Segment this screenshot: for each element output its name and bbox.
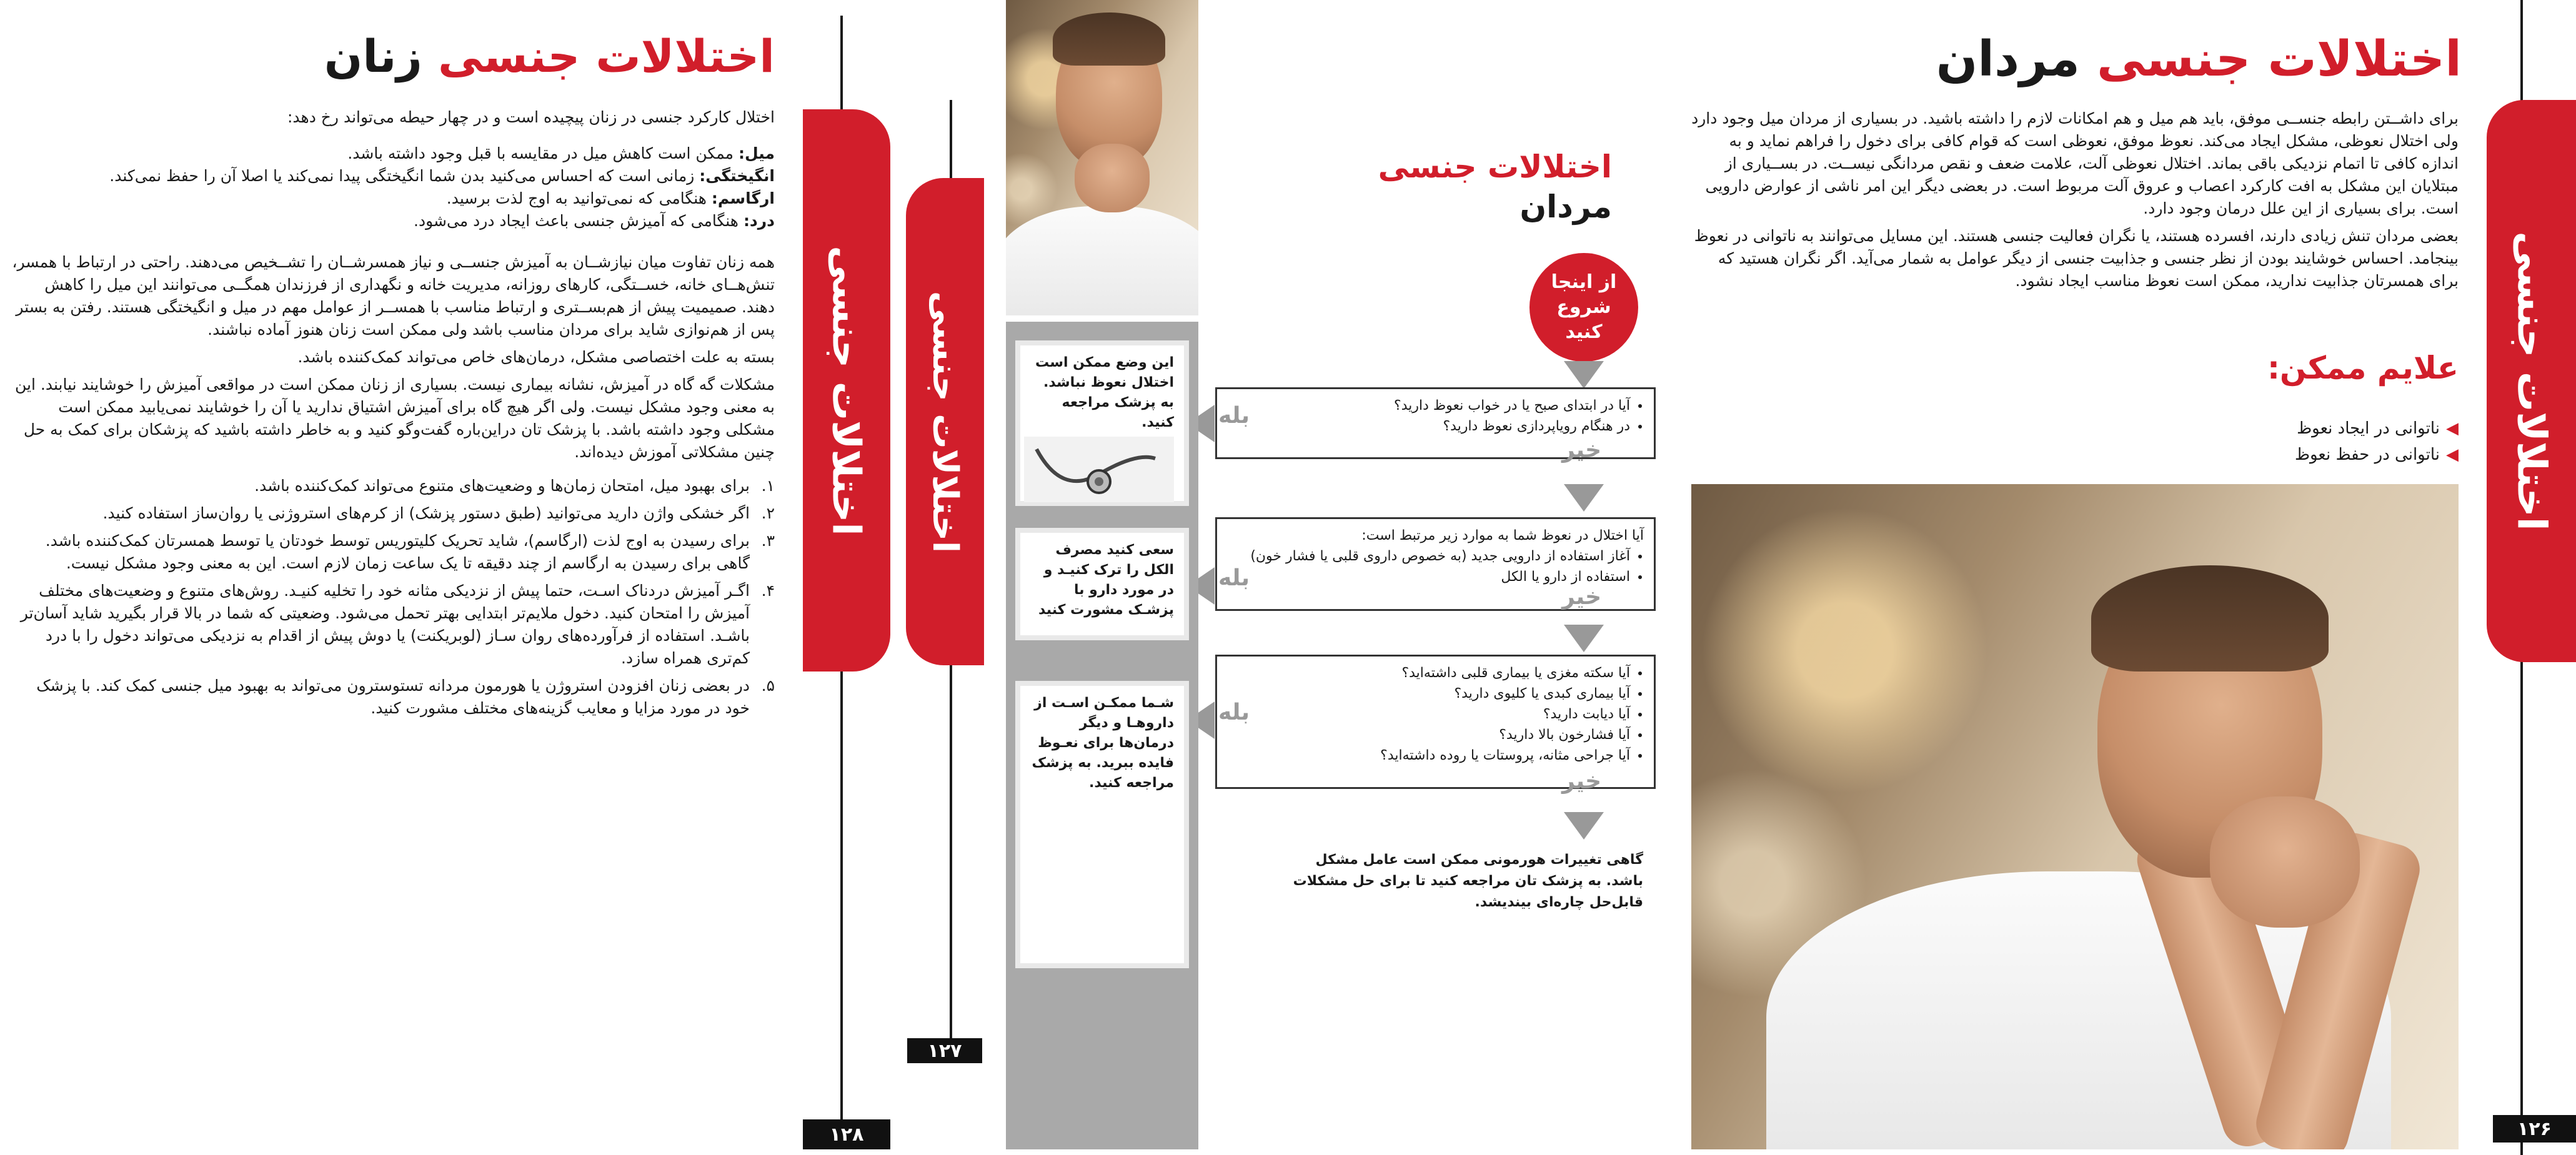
women-item-1-num: ۱. (761, 477, 775, 495)
page-number-126: ۱۲۶ (2493, 1115, 2576, 1143)
q2-intro: آیا اختلال در نعوظ شما به موارد زیر مرتبط است: (1361, 528, 1644, 543)
women-item-3 (9, 530, 775, 575)
women-item-2-num: ۲. (761, 504, 775, 522)
triangle-bullet-icon: ◀ (2446, 445, 2459, 464)
women-item-2-text: اگر خشکی واژن دارید می‌توانید (طبق دستور پزشک) از کرم‌های استروژنی یا روان‌ساز استفاده کنید. (102, 504, 750, 522)
q3-item-1: • آیا سکته مغزی یا بیماری قلبی داشته‌اید؟ (1227, 663, 1630, 683)
no-label-1: خیر (1562, 437, 1602, 463)
women-def-1-text: ممکن است کاهش میل در مقایسه با قبل وجود داشته باشد. (347, 144, 734, 162)
men-title-red: اختلالات جنسی (2097, 31, 2462, 87)
right-side-tab (2487, 100, 2576, 662)
small-photo-hands (1075, 144, 1150, 212)
women-para-1: همه زنان تفاوت میان نیازشــان به آمیزش جنســی و نیاز همسرشــان را تشــخیص می‌دهند. راحتی در ارتباط با همسر، تنش‌هــای خانه، خســتگی، کارهای روزانه، مدیریت خانه و نگهداری از فرزندان همگــی می‌توانند این میل را کاهش دهند. صمیمیت پیش از هم‌بســتری و ارتباط مناسب با همســر از عوامل مهم در میل و انگیختگی هستند. رفتن به بستر پس از هم‌نوازی شاید برای مردان مناسب باشد ولی ممکن است زنان هنوز آماده نباشند. (12, 253, 775, 339)
answer-card-1 (1015, 340, 1189, 506)
middle-side-tab (906, 178, 984, 665)
women-title-black: زنان (324, 30, 422, 82)
flow-title-red: اختلالات جنسی (1378, 149, 1612, 185)
women-title (187, 25, 775, 87)
women-def-4-text: هنگامی که آمیزش جنسی باعث ایجاد درد می‌شود. (414, 212, 738, 230)
women-item-2 (9, 502, 775, 525)
yes-label-3: بله (1218, 700, 1250, 725)
middle-side-tab-label: اختلالات جنسی (925, 290, 966, 553)
answer-card-3 (1015, 681, 1189, 968)
q2-item-2: • استفاده از دارو یا الکل (1227, 567, 1630, 587)
arrow-down-3 (1564, 625, 1604, 652)
women-body (9, 106, 775, 725)
q1-item-2: • در هنگام رویاپردازی نعوظ دارید؟ (1227, 416, 1630, 437)
women-item-1-text: برای بهبود میل، امتحان زمان‌ها و وضعیت‌های متنوع می‌تواند کمک‌کننده باشد. (254, 477, 750, 495)
flow-title-black: مردان (1519, 189, 1612, 225)
right-side-tab-label: اختلالات جنسی (2508, 231, 2555, 531)
men-sign-2 (2062, 442, 2459, 468)
q3-item-3: • آیا دیابت دارید؟ (1227, 704, 1630, 725)
answer-1-text: این وضع ممکن است اختلال نعوظ نباشد. به پزشک مراجعه کنید. (1035, 355, 1174, 430)
women-title-red: اختلالات جنسی (437, 30, 775, 82)
answer-2-text: سعی کنید مصرف الکل را ترک کنیـد و در مورد دارو با پزشـک مشورت کنید (1038, 542, 1174, 618)
women-item-5-num: ۵. (761, 677, 775, 695)
stethoscope-icon (1024, 437, 1174, 502)
men-sign-1-text: ناتوانی در ایجاد نعوظ (2297, 419, 2440, 438)
no-label-3: خیر (1562, 768, 1602, 794)
photo-hair (2091, 565, 2329, 672)
q3-item-5: • آیا جراحی مثانه، پروستات یا روده داشته‌اید؟ (1227, 745, 1630, 766)
start-label: از اینجا شروع کنید (1551, 271, 1617, 343)
women-def-2-term: انگیختگی: (699, 167, 775, 185)
page-number-128: ۱۲۸ (803, 1119, 890, 1149)
men-signs-title: علایم ممکن: (2267, 350, 2459, 386)
q3-item-2: • آیا بیماری کبدی یا کلیوی دارید؟ (1227, 683, 1630, 704)
flow-title (1375, 147, 1612, 227)
men-body (1690, 107, 2459, 297)
men-title-black: مردان (1936, 31, 2080, 87)
arrow-down-1 (1564, 361, 1604, 389)
men-sign-2-text: ناتوانی در حفظ نعوظ (2294, 445, 2440, 464)
man-photo-large (1691, 484, 2459, 1149)
women-item-3-num: ۳. (761, 532, 775, 550)
photo-hands (2210, 796, 2360, 928)
yes-label-2: بله (1218, 565, 1250, 591)
women-def-2 (9, 165, 775, 187)
answer-card-2 (1015, 528, 1189, 640)
women-item-3-text: برای رسیدن به اوج لذت (ارگاسم)، شاید تحریک کلیتوریس توسط خودتان یا توسط همسرتان کمک‌کننده باشد. گاهی برای رسیدن به ارگاسم از چند دقیقه تا یک ساعت زمان لازم است. این به معنی وجود مشکل نیست. (45, 532, 750, 572)
women-intro: اختلال کارکرد جنسی در زنان پیچیده است و در چهار حیطه می‌تواند رخ دهد: (287, 108, 775, 126)
no-label-2: خیر (1562, 584, 1602, 610)
men-title (1874, 25, 2462, 94)
men-signs-list (2062, 415, 2459, 468)
answer-3-text: شـما ممکـن اسـت از داروهـا و دیگر درمان‌ها برای نعـوظ فایده ببرید. به پزشک مراجعه کنید. (1032, 695, 1174, 791)
men-para-1: برای داشــتن رابطه جنســی موفق، باید هم میل و هم امکانات لازم را داشته باشید. در بسیاری از مردان میل وجود دارد ولی اختلال نعوظی، مشکل ایجاد می‌کند. نعوظ موفق، نعوظی است که قوام کافی برای دخول را فراهم نماید و به اندازه کافی تا اتمام نزدیکی باقی بماند. اختلال نعوظی آلت، علامت ضعف و نقص مردانگی نیســت. در بســیاری از مبتلایان این مشکل به افت کارکرد اعصاب و عروق آلت مربوط است. در بعضی دیگر این امر ناشی از عوارض دارویی است. برای بسیاری از این علل درمان وجود دارد. (1691, 109, 2459, 217)
women-def-3 (9, 187, 775, 210)
women-para-2: بسته به علت اختصاصی مشکل، درمان‌های خاص می‌تواند کمک‌کننده باشد. (297, 348, 775, 366)
triangle-bullet-icon: ◀ (2446, 419, 2459, 438)
women-def-1 (9, 142, 775, 165)
start-circle (1529, 253, 1638, 362)
women-para-3: مشکلات گه گاه در آمیزش، نشانه بیماری نیست. بسیاری از زنان ممکن است در مواقعی آمیزش را خوشایند نیابند. این به معنی وجود مشکل نیست. ولی اگر هیچ گاه برای آمیزش اشتیاق ندارید یا آن را خوشایند نمی‌یابید ممکن است مشکلی وجود داشته باشد. با پزشک تان دراین‌باره گفت‌وگو کنید و به خاطر داشته باشید که پزشکان برای کمک به حل چنین مشکلاتی آموزش دیده‌اند. (15, 375, 775, 461)
women-def-4-term: درد: (743, 212, 775, 230)
final-note: گاهی تغییرات هورمونی ممکن است عامل مشکل باشد. به پزشک تان مراجعه کنید تا برای حل مشکلات قابل‌حل چاره‌ای بیندیشد. (1293, 852, 1643, 910)
small-photo-hair (1053, 12, 1165, 66)
arrow-down-4 (1564, 812, 1604, 840)
q3-item-4: • آیا فشارخون بالا دارید؟ (1227, 725, 1630, 745)
women-def-2-text: زمانی است که احساس می‌کنید بدن شما انگیختگی پیدا نمی‌کند یا اصلا آن را حفظ نمی‌کند. (109, 167, 695, 185)
q2-item-1: • آغاز استفاده از دارویی جدید (به خصوص داروی قلبی یا فشار خون) (1227, 546, 1630, 567)
women-def-3-text: هنگامی که نمی‌توانید به اوج لذت برسید. (446, 189, 707, 207)
women-item-5-text: در بعضی زنان افزودن استروژن یا هورمون مردانه تستوسترون می‌تواند به بهبود میل جنسی کمک کند. با پزشک خود در مورد مزایا و معایب گزینه‌های مختلف مشورت کنید. (36, 677, 750, 717)
arrow-down-2 (1564, 484, 1604, 512)
women-item-4-text: اگـر آمیزش دردناک اسـت، حتما پیش از نزدیکی مثانه خود را تخلیه کنیـد. روش‌های متنوع و وضعیت‌های مختلف آمیزش را امتحان کنید. دخول ملایم‌تر ابتدایی بهتر تحمل می‌شود. وضعیتی که شما در بالا قرار بگیرید شاید آسان‌تر باشـد. استفاده از فرآورده‌های روان سـاز (لوبریکنت) یا دوش پیش از اقدام به نزدیکی می‌تواند دخول را با درد کم‌تری همراه سازد. (20, 582, 750, 667)
left-side-tab (803, 109, 890, 672)
women-item-4 (9, 580, 775, 670)
men-para-2: بعضی مردان تنش زیادی دارند، افسرده هستند، یا نگران فعالیت جنسی هستند. این مسایل می‌توانند به ناتوانی در نعوظ بینجامد. احساس خوشایند بودن از نظر جنسی و جذابیت جنسی از دیگر عوامل به شمار می‌آید. اگر نگران هستید که برای همسرتان جذابیت ندارید، ممکن است نعوظ مناسب ایجاد نشود. (1694, 227, 2459, 290)
men-sign-1 (2062, 415, 2459, 442)
women-item-1 (9, 475, 775, 497)
women-def-3-term: ارگاسم: (711, 189, 775, 207)
women-item-4-num: ۴. (761, 582, 775, 600)
page-number-127: ۱۲۷ (907, 1038, 982, 1063)
women-def-4 (9, 210, 775, 232)
women-def-1-term: میل: (738, 144, 775, 162)
left-side-tab-label: اختلالات جنسی (823, 245, 870, 536)
women-item-5 (9, 675, 775, 720)
q1-item-1: • آیا در ابتدای صبح یا در خواب نعوظ دارید؟ (1227, 395, 1630, 416)
man-photo-small (1006, 0, 1198, 315)
small-photo-shirt (1006, 206, 1198, 315)
yes-label-1: بله (1218, 403, 1250, 429)
